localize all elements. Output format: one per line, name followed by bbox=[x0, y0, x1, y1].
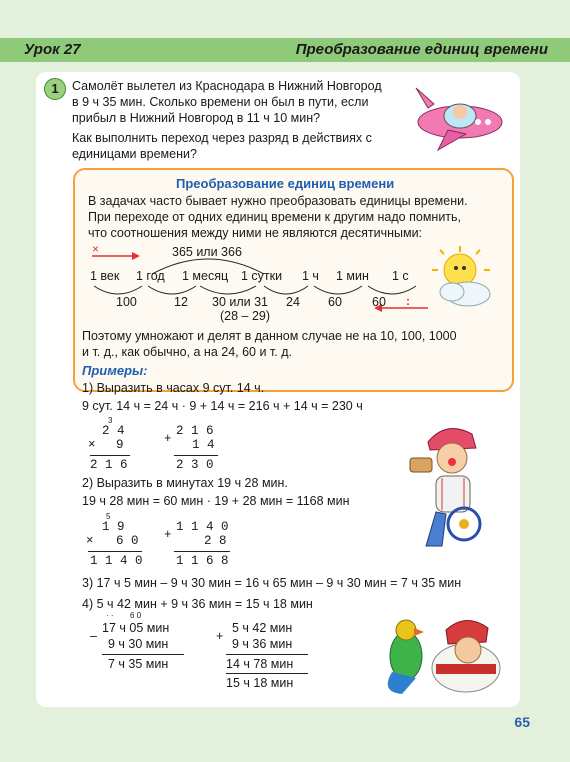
ex4-add-mid: 14 ч 78 мин bbox=[226, 657, 294, 671]
rule-line-1: В задачах часто бывает нужно преобразовать единицы времени. bbox=[88, 194, 468, 208]
example-3: 3) 17 ч 5 мин – 9 ч 30 мин = 16 ч 65 мин – 9 ч 30 мин = 7 ч 35 мин bbox=[82, 576, 462, 590]
ex4-sub-top: 17 ч 05 мин bbox=[102, 621, 170, 635]
question-line-1: Как выполнить переход через разряд в действиях с bbox=[72, 131, 372, 145]
rule-line-3: что соотношения между ними не являются десятичными: bbox=[88, 226, 423, 240]
factor-minute: 60 bbox=[372, 295, 386, 309]
parrot-pirate-illustration-icon bbox=[376, 612, 506, 700]
divide-sign: : bbox=[406, 294, 410, 308]
unit-year: 1 год bbox=[136, 269, 165, 283]
unit-century: 1 век bbox=[90, 269, 120, 283]
factor-century: 100 bbox=[116, 295, 137, 309]
factor-month: 30 или 31 bbox=[212, 295, 269, 309]
unit-day: 1 сутки bbox=[241, 269, 283, 283]
factor-day: 24 bbox=[286, 295, 300, 309]
ex1-mul-top: 2 4 bbox=[102, 424, 125, 438]
lesson-number: Урок 27 bbox=[24, 41, 81, 58]
ex1-mul-bottom: 9 bbox=[116, 438, 124, 452]
example-1-task: 1) Выразить в часах 9 сут. 14 ч. bbox=[82, 381, 265, 395]
example-2-solution: 19 ч 28 мин = 60 мин · 19 + 28 мин = 1168 мин bbox=[82, 494, 350, 508]
airplane-illustration-icon bbox=[408, 78, 508, 158]
ex1-add-top: 2 1 6 bbox=[176, 424, 214, 438]
ex2-add-sign: + bbox=[164, 528, 172, 542]
task-line-2: в 9 ч 35 мин. Сколько времени он был в пути, если bbox=[72, 95, 369, 109]
sun-cloud-illustration-icon bbox=[430, 244, 500, 312]
ex4-sub-bottom: 9 ч 30 мин bbox=[108, 637, 169, 651]
ex1-add-sign: + bbox=[164, 432, 172, 446]
ex4-sub-borrow: 6 0 bbox=[130, 611, 142, 620]
ex4-add-sign: + bbox=[216, 629, 224, 643]
question-line-2: единицами времени? bbox=[72, 147, 197, 161]
factor-note: (28 – 29) bbox=[220, 309, 271, 323]
ex4-add-rule-1 bbox=[226, 654, 308, 655]
example-4-task: 4) 5 ч 42 мин + 9 ч 36 мин = 15 ч 18 мин bbox=[82, 597, 313, 611]
ex2-mul-bottom: 6 0 bbox=[116, 534, 139, 548]
factor-hour: 60 bbox=[328, 295, 342, 309]
ex1-add-bottom: 1 4 bbox=[192, 438, 215, 452]
year-days-label: 365 или 366 bbox=[172, 245, 242, 259]
ex4-add-result: 15 ч 18 мин bbox=[226, 676, 294, 690]
rule-line-2: При переходе от одних единиц времени к другим надо помнить, bbox=[88, 210, 462, 224]
after-rule-line-2: и т. д., как обычно, а на 24, 60 и т. д. bbox=[82, 345, 292, 359]
ex4-add-top: 5 ч 42 мин bbox=[232, 621, 293, 635]
example-1-solution: 9 сут. 14 ч = 24 ч · 9 + 14 ч = 216 ч + 14 ч = 230 ч bbox=[82, 399, 363, 413]
after-rule-line-1: Поэтому умножают и делят в данном случае не на 10, 100, 1000 bbox=[82, 329, 457, 343]
ex2-mul-sign: × bbox=[86, 534, 94, 548]
unit-second: 1 с bbox=[392, 269, 409, 283]
ex2-mul-result: 1 1 4 0 bbox=[90, 554, 143, 568]
task-line-3: прибыл в Нижний Новгород в 11 ч 10 мин? bbox=[72, 111, 321, 125]
page-card bbox=[36, 72, 520, 707]
ex4-sub-rule bbox=[102, 654, 184, 655]
ex1-add-result: 2 3 0 bbox=[176, 458, 214, 472]
ex4-add-rule-2 bbox=[226, 673, 308, 674]
example-2-task: 2) Выразить в минутах 19 ч 28 мин. bbox=[82, 476, 288, 490]
rule-title: Преобразование единиц времени bbox=[176, 176, 395, 191]
unit-hour: 1 ч bbox=[302, 269, 319, 283]
ex2-mul-rule bbox=[88, 551, 142, 552]
ex2-mul-carry: 5 bbox=[106, 512, 111, 521]
ex2-mul-top: 1 9 bbox=[102, 520, 125, 534]
ex1-mul-sign: × bbox=[88, 438, 96, 452]
ex2-add-bottom: 2 8 bbox=[204, 534, 227, 548]
ex4-sub-dots: · · bbox=[106, 611, 114, 620]
factor-year: 12 bbox=[174, 295, 188, 309]
ex1-mul-rule bbox=[90, 455, 130, 456]
unit-minute: 1 мин bbox=[336, 269, 369, 283]
ex1-mul-carry: 3 bbox=[108, 416, 113, 425]
ex4-sub-sign: – bbox=[90, 629, 97, 643]
ex2-add-top: 1 1 4 0 bbox=[176, 520, 229, 534]
clown-illustration-icon bbox=[406, 418, 498, 550]
multiply-sign: × bbox=[92, 242, 100, 256]
ex2-add-rule bbox=[174, 551, 230, 552]
ex4-sub-result: 7 ч 35 мин bbox=[108, 657, 169, 671]
task-line-1: Самолёт вылетел из Краснодара в Нижний Новгород bbox=[72, 79, 382, 93]
lesson-topic: Преобразование единиц времени bbox=[295, 41, 548, 58]
page-number: 65 bbox=[514, 714, 530, 730]
ex1-add-rule bbox=[174, 455, 218, 456]
examples-title: Примеры: bbox=[82, 363, 148, 378]
ex2-add-result: 1 1 6 8 bbox=[176, 554, 229, 568]
ex1-mul-result: 2 1 6 bbox=[90, 458, 128, 472]
ex4-add-bottom: 9 ч 36 мин bbox=[232, 637, 293, 651]
task-number-badge: 1 bbox=[44, 78, 66, 100]
unit-month: 1 месяц bbox=[182, 269, 229, 283]
lesson-header bbox=[0, 38, 570, 62]
